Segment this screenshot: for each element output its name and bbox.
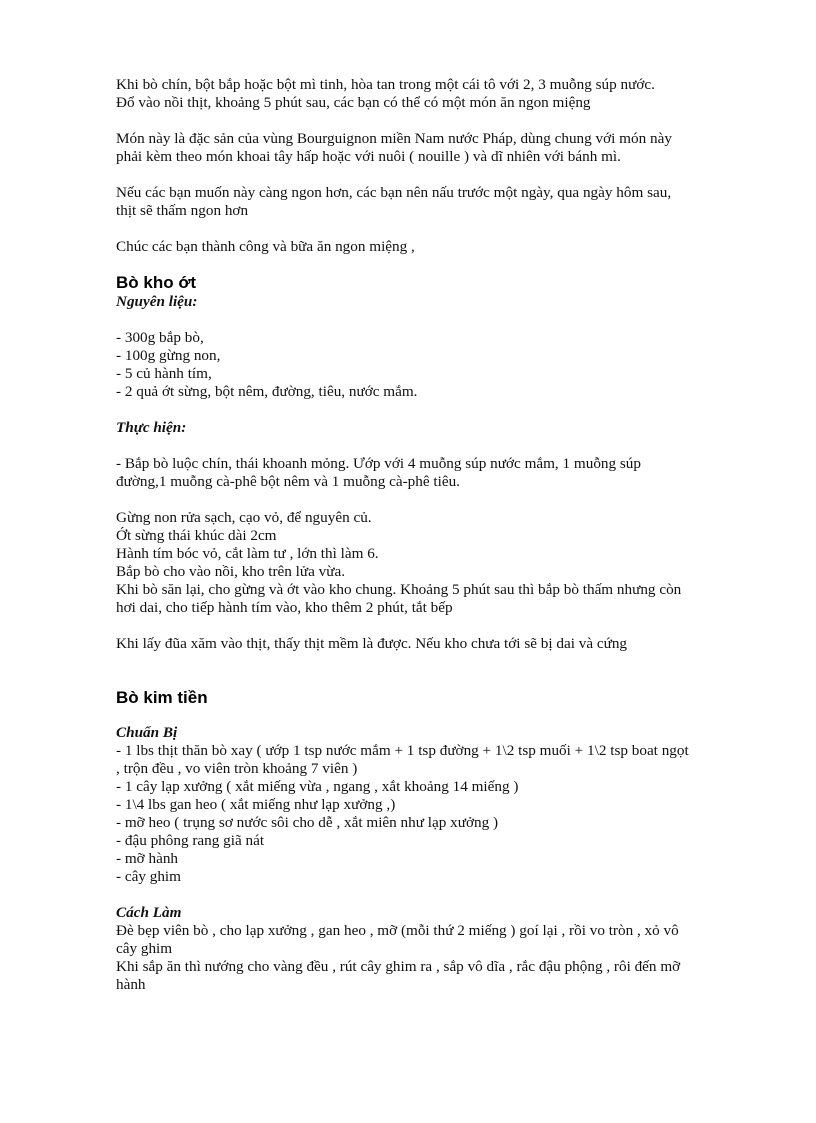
text-line: hơi dai, cho tiếp hành tím vào, kho thêm 2 phút, tắt bếp: [116, 599, 453, 616]
text-line: Bắp bò cho vào nồi, kho trên lửa vừa.: [116, 563, 346, 580]
text-line: phải kèm theo món khoai tây hấp hoặc với nuôi ( nouille ) và dĩ nhiên với bánh mì.: [116, 148, 621, 165]
list-item: - cây ghim: [116, 868, 181, 885]
text-line: Gừng non rửa sạch, cạo vỏ, để nguyên củ.: [116, 509, 372, 526]
method-paragraph-3: Khi lấy đũa xăm vào thịt, thấy thịt mềm là được. Nếu kho chưa tới sẽ bị dai và cứng: [116, 635, 628, 652]
list-item: - đậu phông rang giã nát: [116, 832, 265, 849]
recipe-title: Bò kho ớt: [116, 273, 197, 292]
text-line: Khi sắp ăn thì nướng cho vàng đều , rút cây ghim ra , sắp vô dĩa , rắc đậu phộng , rôi đến mỡ: [116, 958, 681, 975]
list-item: - 100g gừng non,: [116, 347, 221, 364]
method-heading: Cách Làm: [116, 904, 182, 921]
closing-line: Chúc các bạn thành công và bữa ăn ngon miệng ,: [116, 238, 415, 255]
prep-list: [116, 742, 756, 886]
text-line: Khi bò chín, bột bắp hoặc bột mì tinh, hòa tan trong một cái tô với 2, 3 muỗng súp nước.: [116, 76, 655, 93]
text-line: Hành tím bóc vỏ, cắt làm tư , lớn thì làm 6.: [116, 545, 379, 562]
list-item: - 2 quả ớt sừng, bột nêm, đường, tiêu, nước mắm.: [116, 383, 418, 400]
text-line: Khi bò săn lại, cho gừng và ớt vào kho chung. Khoảng 5 phút sau thì bắp bò thấm nhưng còn: [116, 581, 682, 598]
list-item: - 1\4 lbs gan heo ( xắt miếng như lạp xưởng ,): [116, 796, 396, 813]
text-line: cây ghim: [116, 940, 173, 957]
ingredients-heading: Nguyên liệu:: [116, 293, 198, 310]
list-item: - 5 củ hành tím,: [116, 365, 212, 382]
list-item: - mỡ heo ( trụng sơ nước sôi cho dễ , xắt miên như lạp xưởng ): [116, 814, 499, 831]
text-line: - Bắp bò luộc chín, thái khoanh mỏng. Ướp với 4 muỗng súp nước mắm, 1 muỗng súp: [116, 455, 641, 472]
text-line: Món này là đặc sản của vùng Bourguignon miền Nam nước Pháp, dùng chung với món này: [116, 130, 672, 147]
prep-heading: Chuẩn Bị: [116, 724, 178, 741]
method-heading: Thực hiện:: [116, 419, 187, 436]
ingredients-list: [116, 329, 756, 401]
text-line: Nếu các bạn muốn này càng ngon hơn, các bạn nên nấu trước một ngày, qua ngày hôm sau,: [116, 184, 672, 201]
list-item: - 1 lbs thịt thăn bò xay ( ướp 1 tsp nước mắm + 1 tsp đường + 1\2 tsp muối + 1\2 tsp boat ngọt: [116, 742, 689, 759]
text-line: hành: [116, 976, 146, 993]
method-paragraph: [116, 922, 756, 994]
list-item: - 1 cây lạp xưởng ( xắt miếng vừa , ngang , xắt khoảng 14 miếng ): [116, 778, 519, 795]
method-paragraph-1: [116, 455, 756, 491]
text-line: Đè bẹp viên bò , cho lạp xưởng , gan heo , mỡ (mỗi thứ 2 miếng ) goí lại , rồi vo tròn , xỏ vô: [116, 922, 679, 939]
list-item: - mỡ hành: [116, 850, 179, 867]
recipe-title: Bò kim tiền: [116, 688, 208, 707]
text-line: đường,1 muỗng cà-phê bột nêm và 1 muỗng cà-phê tiêu.: [116, 473, 460, 490]
list-item: , trộn đều , vo viên tròn khoảng 7 viên ): [116, 760, 358, 777]
intro-paragraph: [116, 76, 756, 112]
method-paragraph-2: [116, 509, 756, 617]
text-line: Ớt sừng thái khúc dài 2cm: [116, 527, 277, 544]
text-line: Đổ vào nồi thịt, khoảng 5 phút sau, các bạn có thể có một món ăn ngon miệng: [116, 94, 591, 111]
list-item: - 300g bắp bò,: [116, 329, 204, 346]
document-page: [116, 76, 756, 994]
text-line: thịt sẽ thấm ngon hơn: [116, 202, 249, 219]
note-paragraph-2: [116, 184, 756, 220]
note-paragraph-1: [116, 130, 756, 166]
